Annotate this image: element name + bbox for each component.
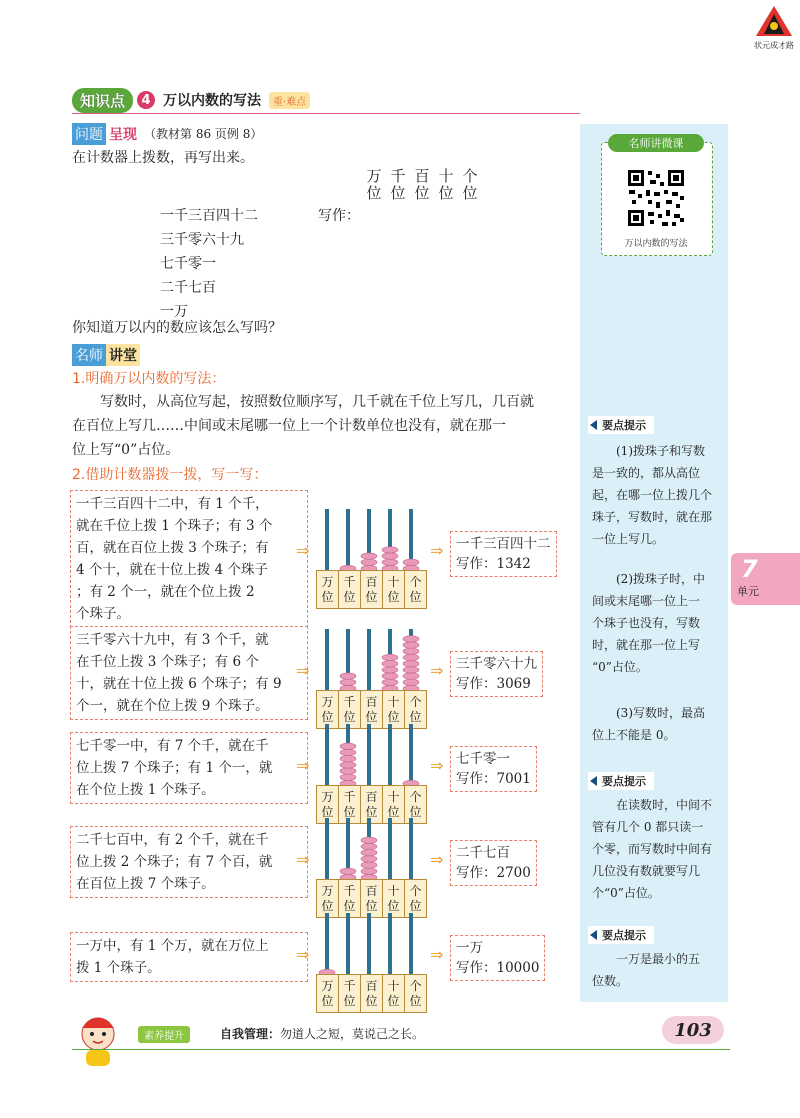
explanation-line: 个珠子。 xyxy=(76,606,130,622)
explanation-line: 在个位上拨 1 个珠子。 xyxy=(76,782,215,798)
place-header-cell: 万 位 xyxy=(366,167,382,202)
abacus-rod xyxy=(409,818,413,881)
kp-topic: 万以内数的写法 xyxy=(163,93,262,109)
explanation-line: 位上拨 2 个珠子；有 7 个百，就 xyxy=(76,854,273,870)
abacus-rod xyxy=(367,724,371,787)
abacus-rods xyxy=(316,724,428,787)
example-answer xyxy=(450,935,545,981)
abacus-bead xyxy=(361,843,377,849)
unit-number: 7 xyxy=(741,555,758,583)
abacus-rod xyxy=(346,509,350,572)
example-explanation xyxy=(70,732,308,804)
abacus-place-label: 百 位 xyxy=(360,879,383,918)
abacus-bead xyxy=(403,648,419,654)
place-value-header xyxy=(364,168,480,202)
arrow-icon: ⇒ xyxy=(430,850,444,869)
tip-text-5: 一万是最小的五 位数。 xyxy=(592,952,701,988)
example-explanation xyxy=(70,490,308,628)
explanation-line: 一千三百四十二中，有 1 个千， xyxy=(76,496,269,512)
abacus-rod xyxy=(325,913,329,976)
abacus-bead xyxy=(403,673,419,679)
abacus-bead xyxy=(361,837,377,843)
abacus-place-label: 万 位 xyxy=(316,879,339,918)
abacus-rod xyxy=(325,818,329,881)
answer-number-words: 七千零一 xyxy=(456,751,510,767)
arrow-icon: ⇒ xyxy=(296,661,310,680)
place-header-cell: 个 位 xyxy=(462,167,478,202)
explanation-line: 个一，就在个位上拨 9 个珠子。 xyxy=(76,698,269,714)
unit-tab[interactable] xyxy=(731,553,800,605)
knowledge-point-header xyxy=(72,86,310,114)
tip-text-4: 在读数时，中间不 管有几个 0 都只读一 个零，而写数时中间有 几位没有数就要写几 个“0”占位。 xyxy=(592,798,713,900)
answer-written: 写作：10000 xyxy=(456,960,540,976)
abacus-bead xyxy=(340,756,356,762)
example-answer xyxy=(450,746,537,792)
tip-arrow-icon xyxy=(590,776,597,786)
arrow-icon: ⇒ xyxy=(430,661,444,680)
abacus-place-label: 个 位 xyxy=(404,785,427,824)
problem-section-label: 问题 呈现 （教材第 86 页例 8） xyxy=(72,122,262,146)
abacus-bead xyxy=(361,850,377,856)
abacus-bead xyxy=(361,862,377,868)
abacus-bead xyxy=(340,679,356,685)
abacus-place-label: 十 位 xyxy=(382,690,405,729)
unit-label: 单元 xyxy=(737,585,759,598)
mascot-icon xyxy=(66,1008,130,1068)
abacus-bead xyxy=(382,661,398,667)
example-answer xyxy=(450,840,537,886)
logo-text: 状元成才路 xyxy=(754,41,794,50)
explanation-line: 十，就在十位上拨 6 个珠子；有 9 xyxy=(76,676,282,692)
abacus-place-label: 千 位 xyxy=(338,690,361,729)
abacus-bead xyxy=(382,559,398,565)
answer-number-words: 一千三百四十二 xyxy=(456,536,551,552)
abacus-rod xyxy=(388,913,392,976)
footer-divider xyxy=(72,1049,730,1050)
abacus-rods xyxy=(316,629,428,692)
abacus-base xyxy=(316,974,426,1013)
abacus-place-label: 个 位 xyxy=(404,879,427,918)
abacus-rods xyxy=(316,509,428,572)
abacus-place-label: 百 位 xyxy=(360,690,383,729)
abacus-bead xyxy=(340,673,356,679)
example-answer xyxy=(450,531,557,577)
footer-tag: 素养提升 xyxy=(138,1026,190,1043)
problem-source: （教材第 86 页例 8） xyxy=(144,127,263,141)
logo-icon xyxy=(752,4,796,38)
answer-written: 写作：1342 xyxy=(456,556,531,572)
explanation-line: 在百位上拨 7 个珠子。 xyxy=(76,876,215,892)
tip-text-3: (3)写数时，最高 位上不能是 0。 xyxy=(592,706,705,742)
answer-number-words: 二千七百 xyxy=(456,845,510,861)
abacus-bead xyxy=(382,667,398,673)
answer-written: 写作：7001 xyxy=(456,771,531,787)
kp-number: 4 xyxy=(137,91,155,109)
abacus-place-label: 百 位 xyxy=(360,785,383,824)
abacus-place-label: 千 位 xyxy=(338,879,361,918)
explanation-line: 百，就在百位上拨 3 个珠子；有 xyxy=(76,540,269,556)
number-item: 七千零一 xyxy=(160,256,216,272)
abacus-place-label: 百 位 xyxy=(360,974,383,1013)
example-explanation xyxy=(70,932,308,982)
arrow-icon: ⇒ xyxy=(430,541,444,560)
abacus-place-label: 万 位 xyxy=(316,974,339,1013)
tip-arrow-icon xyxy=(590,930,597,940)
number-item: 三千零六十九 xyxy=(160,232,244,248)
abacus-bead xyxy=(361,868,377,874)
abacus-bead xyxy=(403,636,419,642)
answer-number-words: 一万 xyxy=(456,940,483,956)
abacus-bead xyxy=(340,762,356,768)
answer-written: 写作：2700 xyxy=(456,865,531,881)
abacus xyxy=(316,509,428,609)
abacus xyxy=(316,913,428,1013)
abacus-rod xyxy=(325,509,329,572)
arrow-icon: ⇒ xyxy=(296,850,310,869)
abacus-rod xyxy=(346,913,350,976)
number-item: 二千七百 xyxy=(160,280,216,296)
example-answer xyxy=(450,651,543,697)
tip-header: 要点提示 xyxy=(588,926,654,944)
example-explanation xyxy=(70,626,308,720)
arrow-icon: ⇒ xyxy=(296,756,310,775)
abacus-rod xyxy=(367,629,371,692)
abacus-bead xyxy=(382,547,398,553)
lecture-heading-2: 2.借助计数器拨一拨，写一写： xyxy=(72,467,268,483)
abacus-bead xyxy=(340,768,356,774)
number-list xyxy=(160,204,258,324)
explanation-line: 4 个十，就在十位上拨 4 个珠子 xyxy=(76,562,269,578)
abacus-bead xyxy=(361,553,377,559)
explanation-line: ；有 2 个一，就在个位上拨 2 xyxy=(76,584,255,600)
tip-text-2: (2)拨珠子时，中 间或末尾哪一位上一 个珠子也没有，写数 时，就在那一位上写 “0”占位。 xyxy=(592,572,705,674)
qr-code-icon[interactable] xyxy=(626,168,686,228)
abacus-rod xyxy=(325,724,329,787)
abacus-place-label: 十 位 xyxy=(382,974,405,1013)
abacus-place-label: 十 位 xyxy=(382,570,405,609)
answer-number-words: 三千零六十九 xyxy=(456,656,537,672)
explanation-line: 三千零六十九中，有 3 个千，就 xyxy=(76,632,269,648)
lecture-section-label: 名师 讲堂 xyxy=(72,344,140,366)
abacus-bead xyxy=(382,553,398,559)
abacus-bead xyxy=(340,868,356,874)
abacus-bead xyxy=(403,667,419,673)
abacus-place-label: 万 位 xyxy=(316,570,339,609)
answer-written: 写作：3069 xyxy=(456,676,531,692)
tip-text-1: (1)拨珠子和写数 是一致的，都从高位 起，在哪一位上拨几个 珠子，写数时，就在那 一位上写几。 xyxy=(592,444,713,546)
explanation-line: 就在千位上拨 1 个珠子；有 3 个 xyxy=(76,518,273,534)
abacus-place-label: 万 位 xyxy=(316,690,339,729)
abacus-rod xyxy=(388,818,392,881)
page-number: 103 xyxy=(662,1016,724,1044)
abacus xyxy=(316,629,428,729)
abacus-place-label: 个 位 xyxy=(404,974,427,1013)
header-divider xyxy=(72,113,580,114)
abacus-bead xyxy=(403,654,419,660)
abacus-place-label: 十 位 xyxy=(382,879,405,918)
abacus-bead xyxy=(340,743,356,749)
arrow-icon: ⇒ xyxy=(296,541,310,560)
abacus-bead xyxy=(403,559,419,565)
abacus-bead xyxy=(382,673,398,679)
abacus-rod xyxy=(409,724,413,787)
problem-instruction: 在计数器上拨数，再写出来。 xyxy=(72,150,254,166)
abacus-place-label: 千 位 xyxy=(338,785,361,824)
explanation-line: 拨 1 个珠子。 xyxy=(76,960,161,976)
abacus-place-label: 千 位 xyxy=(338,570,361,609)
abacus-place-label: 万 位 xyxy=(316,785,339,824)
tip-header: 要点提示 xyxy=(588,772,654,790)
abacus-place-label: 十 位 xyxy=(382,785,405,824)
place-header-cell: 十 位 xyxy=(438,167,454,202)
lecture-paragraph: 写数时，从高位写起，按照数位顺序写，几千就在千位上写几，几百就 在百位上写几……中间或末尾哪一位上一个计数单位也没有，就在那一 位上写“0”占位。 xyxy=(72,394,534,458)
abacus-bead xyxy=(340,749,356,755)
abacus-bead xyxy=(382,654,398,660)
explanation-line: 一万中，有 1 个万，就在万位上 xyxy=(76,938,269,954)
lecture-heading-1: 1.明确万以内数的写法： xyxy=(72,371,226,387)
abacus-rods xyxy=(316,913,428,976)
abacus-rod xyxy=(409,913,413,976)
abacus-place-label: 百 位 xyxy=(360,570,383,609)
qr-title: 名师讲微课 xyxy=(608,134,704,152)
abacus-place-label: 个 位 xyxy=(404,570,427,609)
abacus-bead xyxy=(382,679,398,685)
tip-header: 要点提示 xyxy=(588,416,654,434)
abacus-base xyxy=(316,570,426,609)
abacus-rod xyxy=(325,629,329,692)
abacus-place-label: 个 位 xyxy=(404,690,427,729)
problem-question: 你知道万以内的数应该怎么写吗？ xyxy=(72,320,282,336)
place-header-cell: 千 位 xyxy=(390,167,406,202)
explanation-line: 在千位上拨 3 个珠子；有 6 个 xyxy=(76,654,259,670)
publisher-logo xyxy=(752,4,796,48)
qr-caption: 万以内数的写法 xyxy=(624,239,688,249)
abacus-rod xyxy=(388,724,392,787)
arrow-icon: ⇒ xyxy=(430,756,444,775)
place-header-cell: 百 位 xyxy=(414,167,430,202)
abacus-bead xyxy=(361,559,377,565)
abacus xyxy=(316,724,428,824)
arrow-icon: ⇒ xyxy=(430,945,444,964)
abacus-bead xyxy=(403,679,419,685)
kp-tag: 重·难点 xyxy=(269,92,310,109)
abacus-rods xyxy=(316,818,428,881)
abacus-bead xyxy=(403,661,419,667)
kp-label: 知识点 xyxy=(72,88,133,113)
footer-text: 自我管理：勿道人之短，莫说己之长。 xyxy=(220,1027,425,1041)
number-item: 一万 xyxy=(160,304,188,320)
explanation-line: 二千七百中，有 2 个千，就在千 xyxy=(76,832,269,848)
explanation-line: 位上拨 7 个珠子；有 1 个一，就 xyxy=(76,760,273,776)
arrow-icon: ⇒ xyxy=(296,945,310,964)
abacus-bead xyxy=(361,856,377,862)
abacus-place-label: 千 位 xyxy=(338,974,361,1013)
abacus-bead xyxy=(403,642,419,648)
tip-arrow-icon xyxy=(590,420,597,430)
abacus-bead xyxy=(340,774,356,780)
abacus xyxy=(316,818,428,918)
abacus-rod xyxy=(367,913,371,976)
example-explanation xyxy=(70,826,308,898)
number-item: 一千三百四十二 xyxy=(160,208,258,224)
explanation-line: 七千零一中，有 7 个千，就在千 xyxy=(76,738,269,754)
write-label: 写作： xyxy=(318,208,360,224)
